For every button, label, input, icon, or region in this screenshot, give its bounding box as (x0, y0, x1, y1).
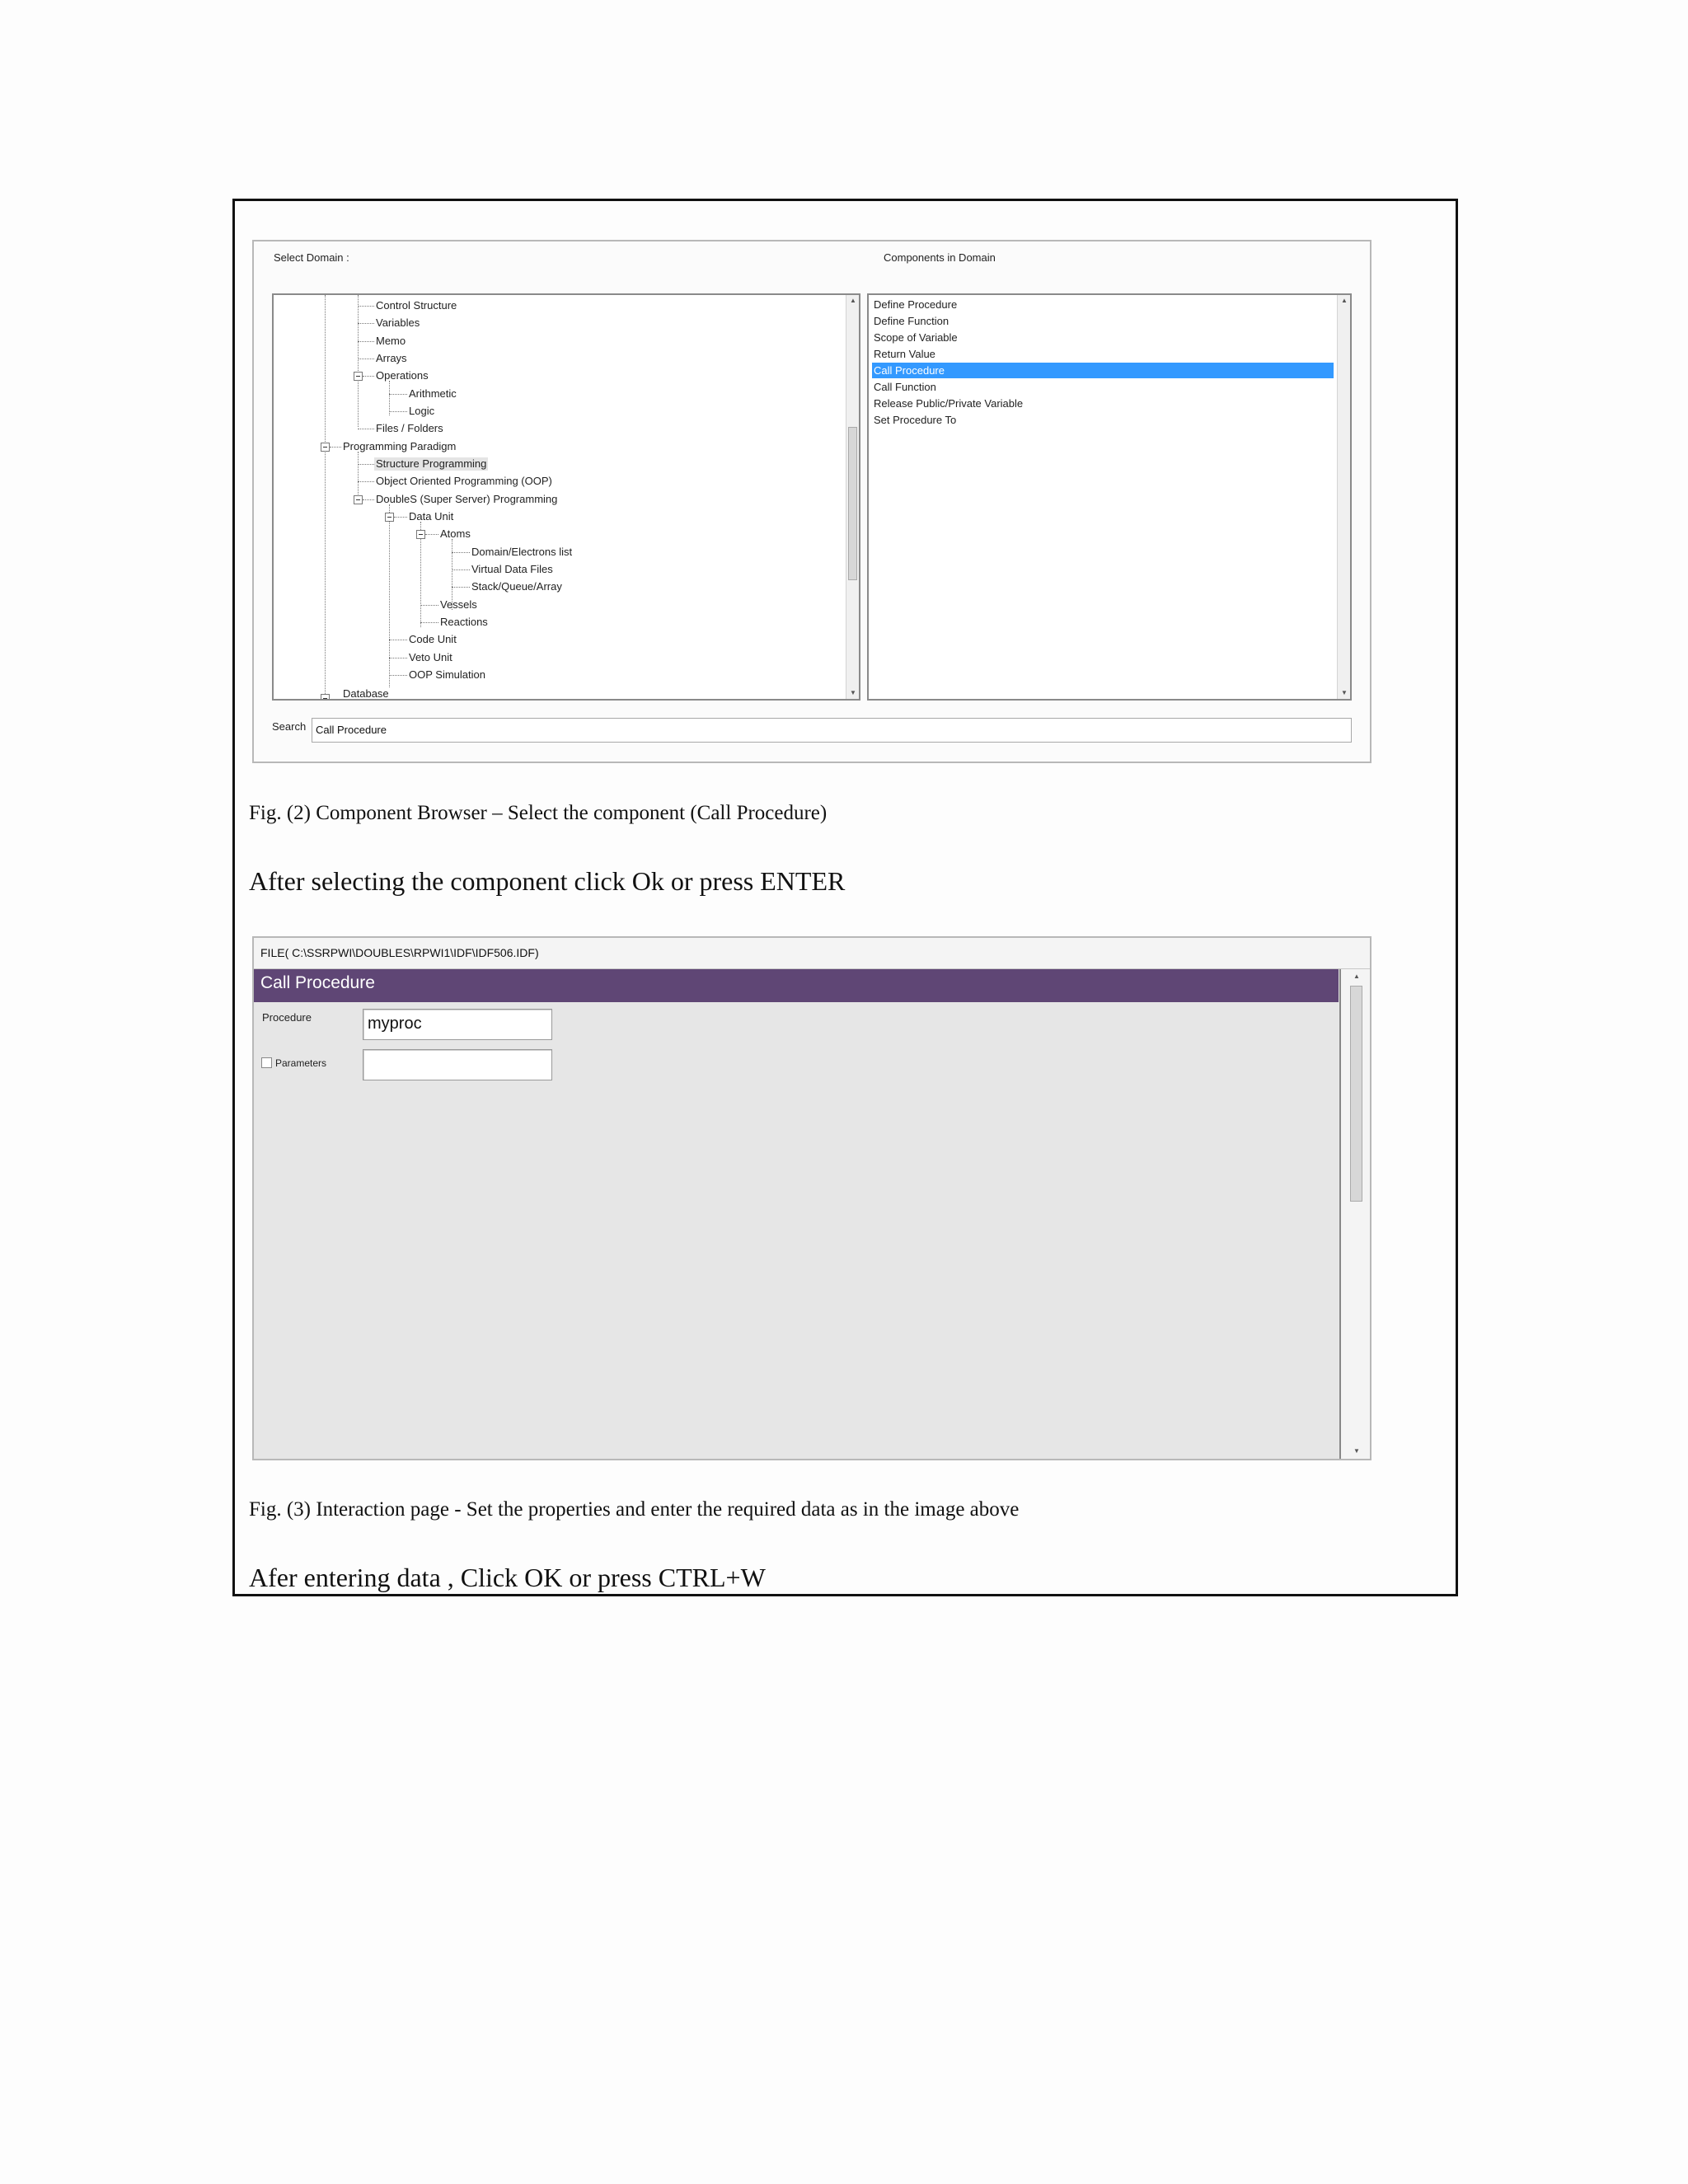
tree-item-arithmetic[interactable]: Arithmetic (409, 387, 457, 400)
tree-item-arrays[interactable]: Arrays (376, 352, 407, 364)
tree-item-doubles[interactable]: DoubleS (Super Server) Programming (376, 493, 558, 505)
list-item[interactable]: Return Value (874, 348, 935, 360)
tree-item-logic[interactable]: Logic (409, 405, 435, 417)
list-item-selected[interactable]: Call Procedure (872, 363, 1334, 378)
scroll-thumb[interactable] (1350, 986, 1362, 1202)
tree-scrollbar[interactable] (846, 295, 859, 699)
scroll-thumb[interactable] (848, 427, 857, 580)
programming-paradigm-expander-icon[interactable] (321, 443, 330, 452)
doubles-expander-icon[interactable] (354, 495, 363, 504)
tree-item-operations[interactable]: Operations (376, 369, 429, 382)
tree-item-oop[interactable]: Object Oriented Programming (OOP) (376, 475, 552, 487)
parameters-label: Parameters (275, 1057, 327, 1069)
tree-item-vessels[interactable]: Vessels (440, 598, 477, 611)
tree-item-variables[interactable]: Variables (376, 316, 420, 329)
tree-item-domain-electrons[interactable]: Domain/Electrons list (471, 546, 573, 558)
instruction-enter: After selecting the component click Ok or press ENTER (249, 866, 846, 896)
list-item[interactable]: Set Procedure To (874, 414, 957, 426)
procedure-label: Procedure (262, 1011, 312, 1024)
tree-item-data-unit[interactable]: Data Unit (409, 510, 454, 523)
parameters-input[interactable] (363, 1049, 552, 1080)
components-in-domain-label: Components in Domain (884, 251, 996, 264)
search-input[interactable]: Call Procedure (312, 718, 1352, 743)
tree-item-memo[interactable]: Memo (376, 335, 406, 347)
figure-3-caption: Fig. (3) Interaction page - Set the properties and enter the required data as in the image above (249, 1498, 1020, 1521)
select-domain-label: Select Domain : (274, 251, 349, 264)
tree-item-structure-programming[interactable]: Structure Programming (376, 457, 487, 470)
data-unit-expander-icon[interactable] (385, 513, 394, 522)
atoms-expander-icon[interactable] (416, 530, 425, 539)
tree-item-files-folders[interactable]: Files / Folders (376, 422, 443, 434)
procedure-input[interactable]: myproc (363, 1009, 552, 1040)
database-expander-icon[interactable] (321, 694, 330, 701)
search-label: Search (272, 720, 307, 733)
list-item[interactable]: Define Procedure (874, 298, 958, 311)
tree-item-virtual-data-files[interactable]: Virtual Data Files (471, 563, 553, 575)
tree-item-control-structure[interactable]: Control Structure (376, 299, 457, 312)
list-scrollbar[interactable] (1337, 295, 1350, 699)
tree-item-stack-queue-array[interactable]: Stack/Queue/Array (471, 580, 562, 593)
tree-item-programming-paradigm[interactable]: Programming Paradigm (343, 440, 457, 452)
tree-item-reactions[interactable]: Reactions (440, 616, 488, 628)
file-path-bar: FILE( C:\SSRPWI\DOUBLES\RPWI1\IDF\IDF506.IDF) (254, 938, 1370, 969)
list-item[interactable]: Call Function (874, 381, 936, 393)
scroll-down-arrow-icon[interactable]: ▼ (850, 689, 856, 696)
scroll-down-arrow-icon[interactable]: ▼ (1353, 1447, 1360, 1455)
list-item[interactable]: Scope of Variable (874, 331, 958, 344)
tree-item-oop-simulation[interactable]: OOP Simulation (409, 668, 485, 681)
figure-2-caption: Fig. (2) Component Browser – Select the component (Call Procedure) (249, 802, 828, 824)
form-title: Call Procedure (254, 969, 1339, 1002)
window-scrollbar[interactable] (1339, 969, 1370, 1459)
tree-item-atoms[interactable]: Atoms (440, 527, 471, 540)
scroll-down-arrow-icon[interactable]: ▼ (1341, 689, 1348, 696)
domain-tree[interactable] (272, 293, 860, 701)
scroll-up-arrow-icon[interactable]: ▲ (850, 297, 856, 304)
parameters-checkbox[interactable] (261, 1057, 272, 1068)
tree-item-code-unit[interactable]: Code Unit (409, 633, 457, 645)
tree-item-veto-unit[interactable]: Veto Unit (409, 651, 452, 663)
operations-expander-icon[interactable] (354, 372, 363, 381)
components-list[interactable] (867, 293, 1352, 701)
list-item[interactable]: Release Public/Private Variable (874, 397, 1024, 410)
instruction-ctrl-w: Afer entering data , Click OK or press CTRL+W (249, 1563, 766, 1592)
list-item[interactable]: Define Function (874, 315, 950, 327)
tree-item-database[interactable]: Database (343, 687, 389, 700)
scroll-up-arrow-icon[interactable]: ▲ (1341, 297, 1348, 304)
scroll-up-arrow-icon[interactable]: ▲ (1353, 972, 1360, 980)
